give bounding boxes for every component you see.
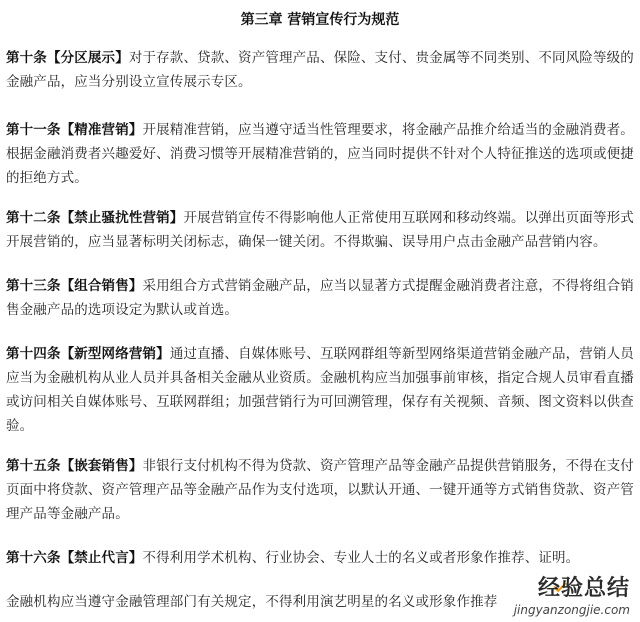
site-watermark (506, 576, 634, 620)
article-14 (6, 342, 638, 438)
article-15 (6, 454, 638, 526)
article-16-continued (6, 590, 526, 614)
watermark-title: 经验总结 (537, 576, 630, 601)
article-10 (6, 46, 638, 94)
article-heading: 第十二条【禁止骚扰性营销】 (6, 210, 184, 226)
article-heading: 第十四条【新型网络营销】 (6, 346, 170, 362)
article-body: 不得利用学术机构、行业协会、专业人士的名义或者形象作推荐、证明。 (142, 550, 580, 566)
article-body: 通过直播、自媒体账号、互联网群组等新型网络渠道营销金融产品，营销人员应当为金融机构从业人员并具备相关金融从业资质。金融机构应当加强事前审核，指定合规人员审看直播或访问相关自媒体账号、互联网群组；加强营销行为可回溯管理，保存有关视频、音频、图文资料以供查验。 (6, 346, 634, 434)
article-11 (6, 118, 638, 190)
article-body: 采用组合方式营销金融产品，应当以显著方式提醒金融消费者注意，不得将组合销售金融产品的选项设定为默认或首选。 (6, 278, 634, 318)
article-heading: 第十一条【精准营销】 (6, 122, 143, 138)
article-12 (6, 206, 638, 254)
watermark-url: jingyanzongjie.com (513, 603, 630, 617)
article-body: 金融机构应当遵守金融管理部门有关规定，不得利用演艺明星的名义或形象作推荐 (6, 594, 498, 610)
chapter-title: 第三章 营销宣传行为规范 (240, 12, 400, 28)
article-13 (6, 274, 638, 322)
article-heading: 第十三条【组合销售】 (6, 278, 143, 294)
article-body: 开展精准营销，应当遵守适当性管理要求，将金融产品推介给适当的金融消费者。根据金融消费者兴趣爱好、消费习惯等开展精准营销的，应当同时提供不针对个人特征推送的选项或便捷的拒绝方式。 (6, 122, 634, 186)
article-heading: 第十条【分区展示】 (6, 50, 129, 66)
article-body: 非银行支付机构不得为贷款、资产管理产品等金融产品提供营销服务，不得在支付页面中将贷款、资产管理产品等金融产品作为支付选项，以默认开通、一键开通等方式销售贷款、资产管理产品等金融产品。 (6, 458, 634, 522)
article-16 (6, 546, 638, 570)
article-heading: 第十五条【嵌套销售】 (6, 458, 143, 474)
article-body: 开展营销宣传不得影响他人正常使用互联网和移动终端。以弹出页面等形式开展营销的，应当显著标明关闭标志，确保一键关闭。不得欺骗、误导用户点击金融产品营销内容。 (6, 210, 634, 250)
article-body: 对于存款、贷款、资产管理产品、保险、支付、贵金属等不同类别、不同风险等级的金融产品，应当分别设立宣传展示专区。 (6, 50, 634, 90)
article-heading: 第十六条【禁止代言】 (6, 550, 143, 566)
